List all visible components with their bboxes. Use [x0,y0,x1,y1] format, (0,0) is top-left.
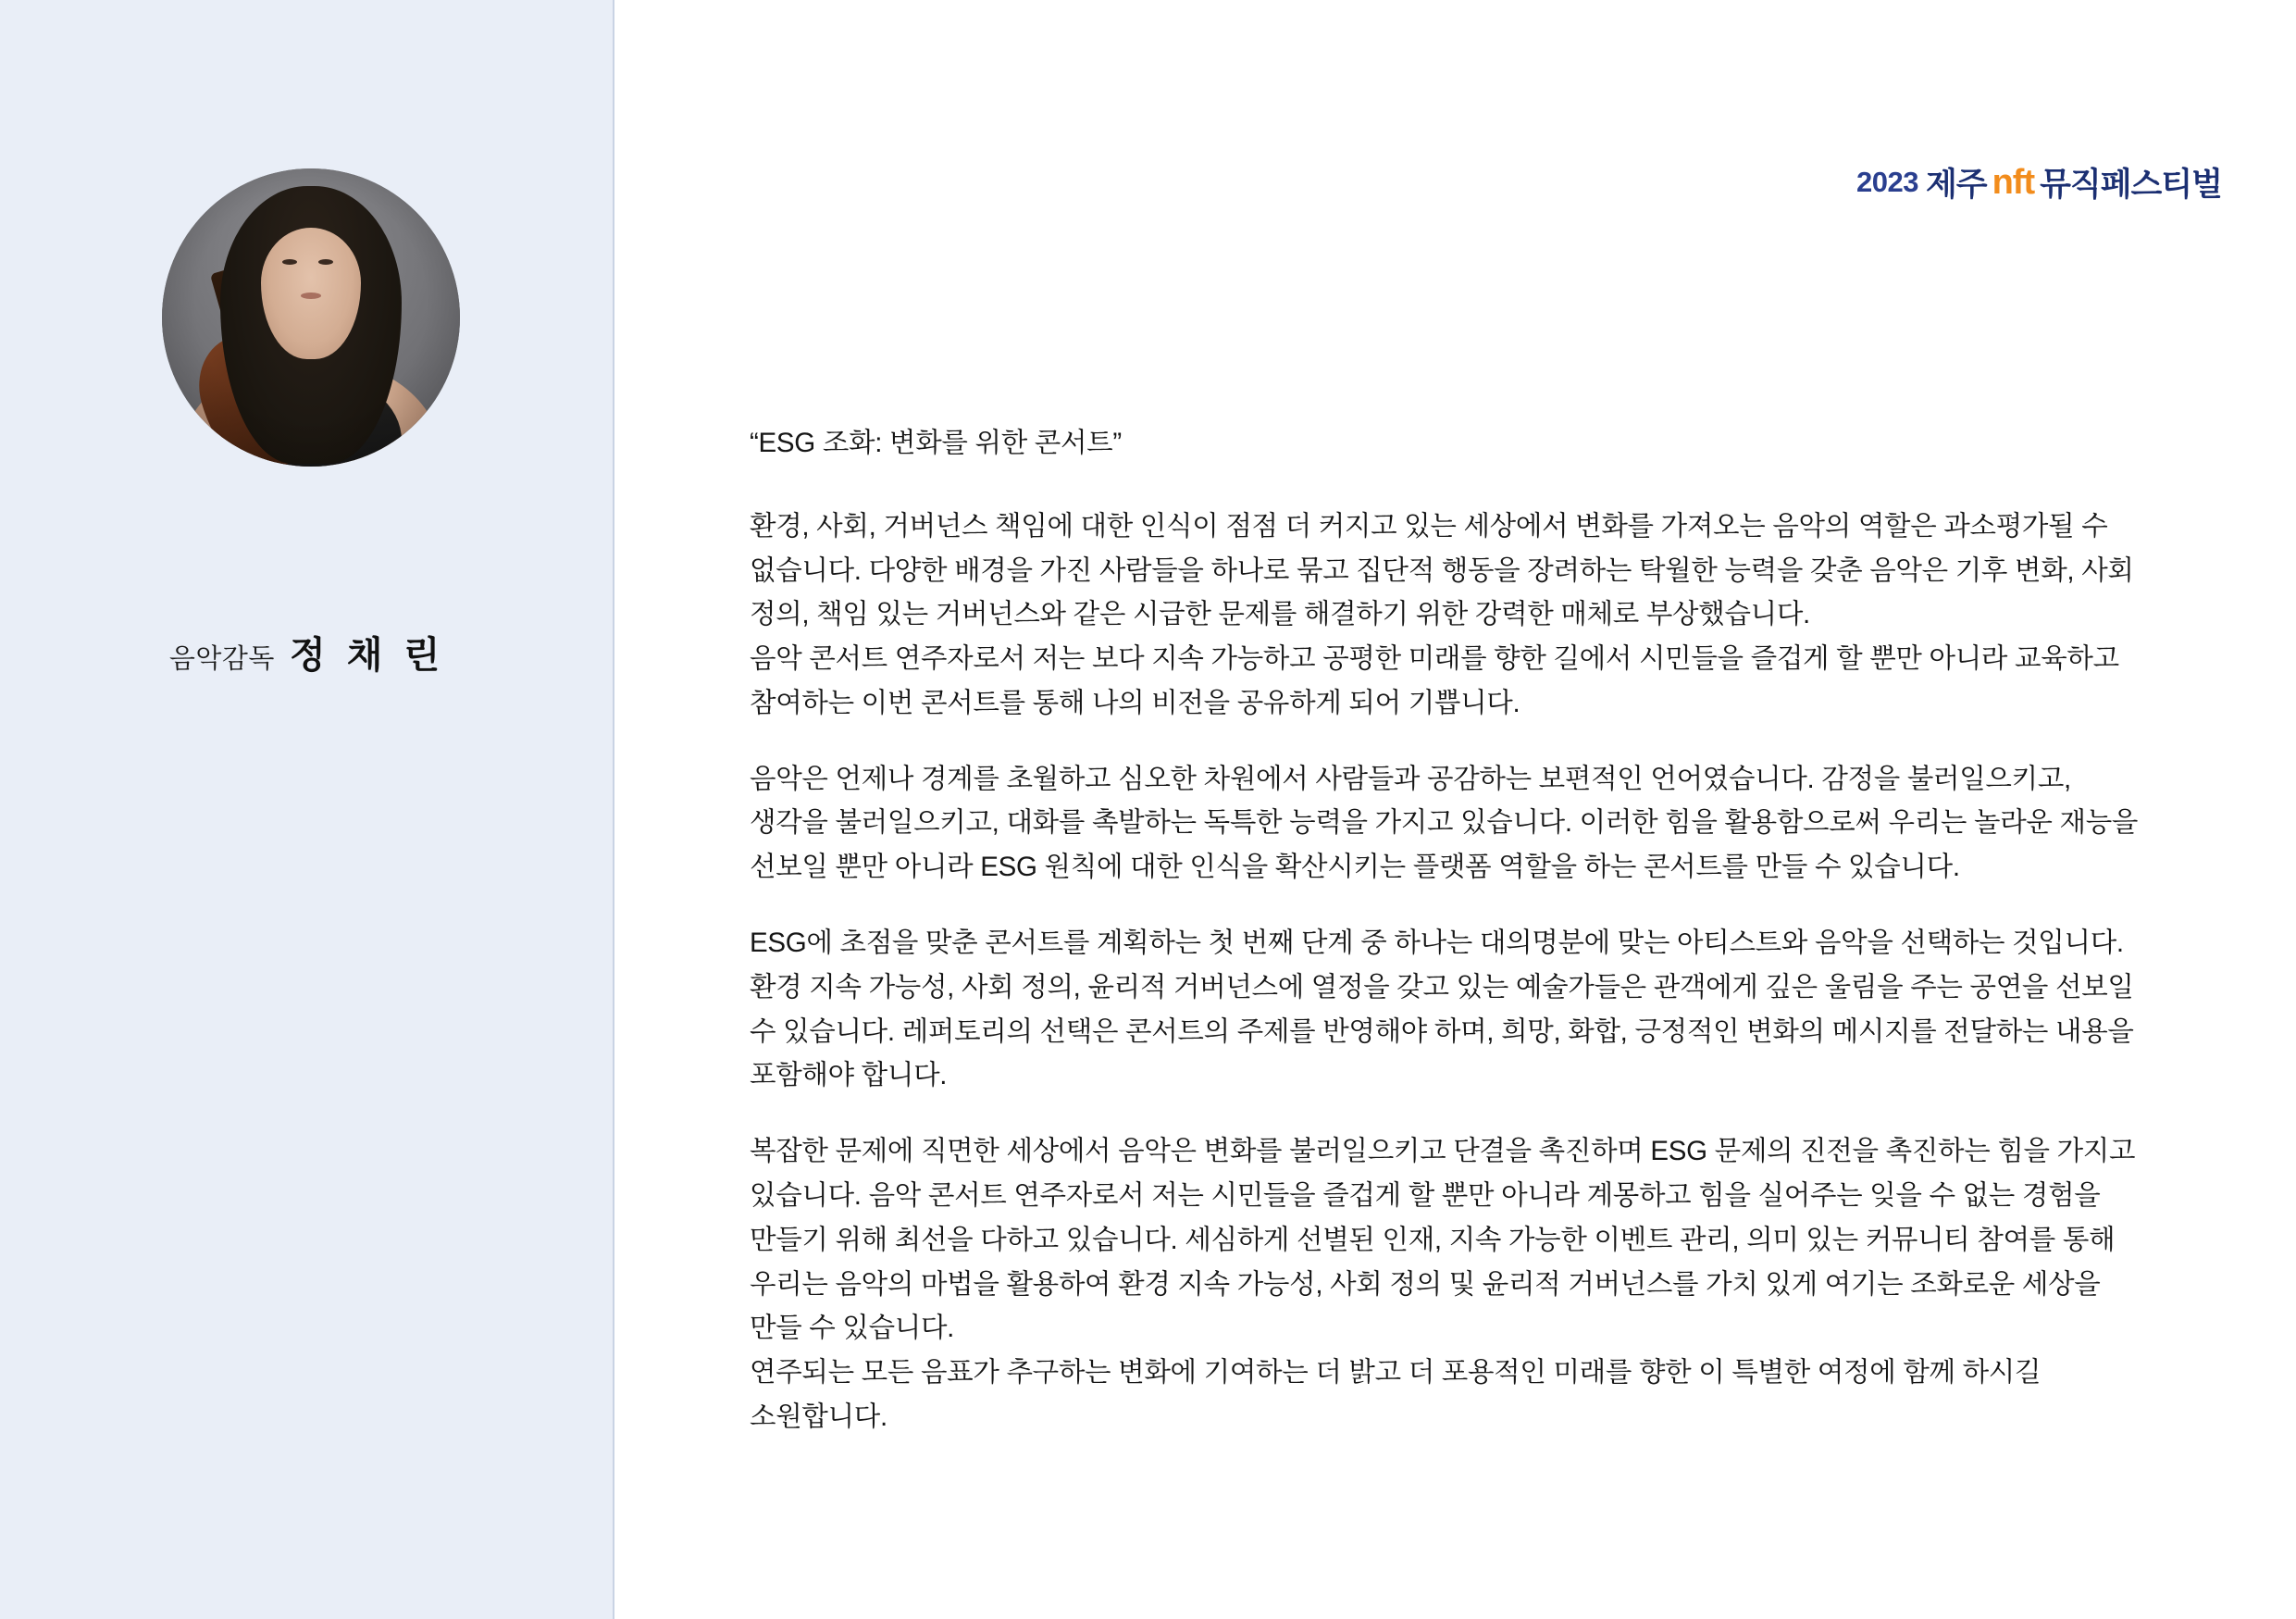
logo-festival-text: 뮤직페스티벌 [2040,167,2222,203]
article-paragraph-4: ESG에 초점을 맞춘 콘서트를 계획하는 첫 번째 단계 중 하나는 대의명분에 맞는 아티스트와 음악을 선택하는 것입니다. 환경 지속 가능성, 사회 정의, 윤리적 거버넌스에 열정을 갖고 있는 예술가들은 관객에게 깊은 울림을 주는 공연을 선보일 수 있습니다. 레퍼토리의 선택은 콘서트의 주제를 반영해야 하며, 희망, 화합, 긍정적인 변화의 메시지를 전달하는 내용을 포함해야 합니다. [750,928,2134,1091]
article-quote: “ESG 조화: 변화를 위한 콘서트” [750,428,1122,458]
profile-name-line [0,626,614,679]
avatar [162,168,460,467]
portrait-vignette [162,168,460,467]
profile-panel [0,0,614,1619]
article-paragraph-6: 연주되는 모든 음표가 추구하는 변화에 기여하는 더 밝고 더 포용적인 미래를 향한 이 특별한 여정에 함께 하시길 소원합니다. [750,1357,2042,1432]
portrait-photo [162,168,460,467]
logo-jeju-text: 제주 [1925,167,1987,203]
article-paragraph-3: 음악은 언제나 경계를 초월하고 심오한 차원에서 사람들과 공감하는 보편적인 언어였습니다. 감정을 불러일으키고, 생각을 불러일으키고, 대화를 촉발하는 독특한 능력을 가지고 있습니다. 이러한 힘을 활용함으로써 우리는 놀라운 재능을 선보일 뿐만 아니라 ESG 원칙에 대한 인식을 확산시키는 플랫폼 역할을 하는 콘서트를 만들 수 있습니다. [750,763,2139,883]
festival-logo [1856,159,2222,205]
profile-role-label: 음악감독 [168,644,275,674]
article-paragraph-5: 복잡한 문제에 직면한 세상에서 음악은 변화를 불러일으키고 단결을 촉진하며 ESG 문제의 진전을 촉진하는 힘을 가지고 있습니다. 음악 콘서트 연주자로서 저는 시민들을 즐겁게 할 뿐만 아니라 계몽하고 힘을 실어주는 잊을 수 없는 경험을 만들기 위해 최선을 다하고 있습니다. 세심하게 선별된 인재, 지속 가능한 이벤트 관리, 의미 있는 커뮤니티 참여를 통해 우리는 음악의 마법을 활용하여 환경 지속 가능성, 사회 정의 및 윤리적 거버넌스를 가치 있게 여기는 조화로운 세상을 만들 수 있습니다. [750,1136,2136,1344]
article-body [750,421,2140,1471]
article-paragraph-1: 환경, 사회, 거버넌스 책임에 대한 인식이 점점 더 커지고 있는 세상에서 변화를 가져오는 음악의 역할은 과소평가될 수 없습니다. 다양한 배경을 가진 사람들을 하나로 묶고 집단적 행동을 장려하는 탁월한 능력을 갖춘 음악은 기후 변화, 사회 정의, 책임 있는 거버넌스와 같은 시급한 문제를 해결하기 위한 강력한 매체로 부상했습니다. [750,510,2134,630]
profile-name: 정 채 린 [289,635,446,676]
article-paragraph-2: 음악 콘서트 연주자로서 저는 보다 지속 가능하고 공평한 미래를 향한 길에서 시민들을 즐겁게 할 뿐만 아니라 교육하고 참여하는 이번 콘서트를 통해 나의 비전을 공유하게 되어 기쁩니다. [750,643,2119,718]
logo-nft-text: nft [1992,162,2035,202]
logo-year: 2023 [1856,166,1918,198]
